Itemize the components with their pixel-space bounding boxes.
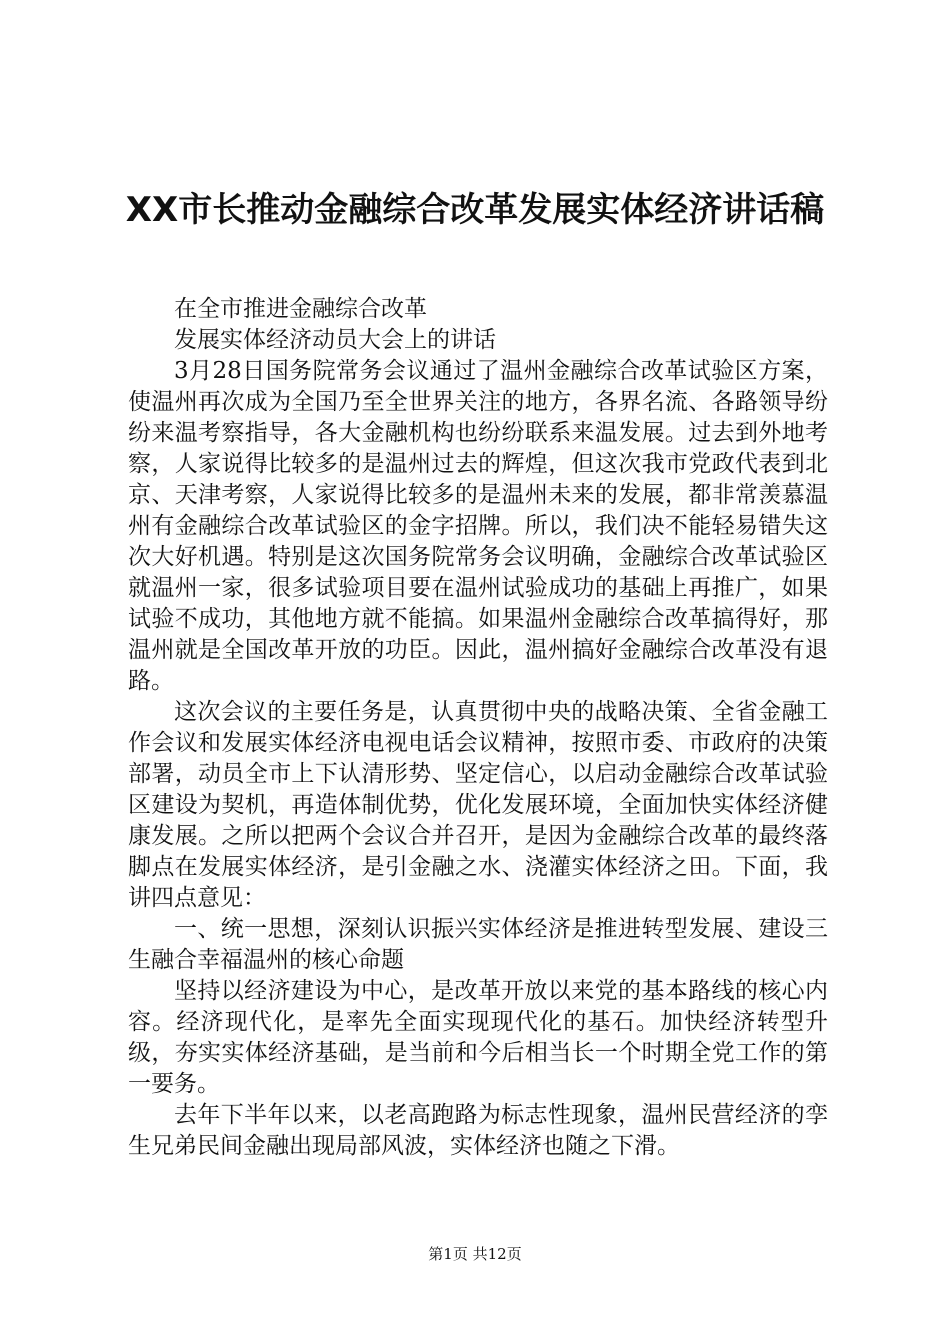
body-paragraph: 3月28日国务院常务会议通过了温州金融综合改革试验区方案，使温州再次成为全国乃至全世界关注的地方，各界名流、各路领导纷纷来温考察指导，各大金融机构也纷纷联系来温发展。过去到外地考察，人家说得比较多的是温州过去的辉煌，但这次我市党政代表到北京、天津考察，人家说得比较多的是温州未来的发展，都非常羡慕温州有金融综合改革试验区的金字招牌。所以，我们决不能轻易错失这次大好机遇。特别是这次国务院常务会议明确，金融综合改革试验区就温州一家，很多试验项目要在温州试验成功的基础上再推广，如果试验不成功，其他地方就不能搞。如果温州金融综合改革搞得好，那温州就是全国改革开放的功臣。因此，温州搞好金融综合改革没有退路。 (128, 358, 828, 694)
subtitle-line-2: 发展实体经济动员大会上的讲话 (174, 327, 496, 353)
document-body (128, 294, 828, 1162)
section-heading: 一、统一思想，深刻认识振兴实体经济是推进转型发展、建设三生融合幸福温州的核心命题 (128, 916, 828, 973)
body-paragraph: 这次会议的主要任务是，认真贯彻中央的战略决策、全省金融工作会议和发展实体经济电视电话会议精神，按照市委、市政府的决策部署，动员全市上下认清形势、坚定信心，以启动金融综合改革试验区建设为契机，再造体制优势，优化发展环境，全面加快实体经济健康发展。之所以把两个会议合并召开，是因为金融综合改革的最终落脚点在发展实体经济，是引金融之水、浇灌实体经济之田。下面，我讲四点意见： (128, 699, 828, 911)
page-footer: 第1页 共12页 (428, 1245, 522, 1263)
body-paragraph: 去年下半年以来，以老高跑路为标志性现象，温州民营经济的孪生兄弟民间金融出现局部风波，实体经济也随之下滑。 (128, 1102, 828, 1159)
document-title: XX市长推动金融综合改革发展实体经济讲话稿 (125, 190, 825, 230)
subtitle-line-1: 在全市推进金融综合改革 (174, 296, 427, 322)
body-paragraph: 坚持以经济建设为中心，是改革开放以来党的基本路线的核心内容。经济现代化，是率先全面实现现代化的基石。加快经济转型升级，夯实实体经济基础，是当前和今后相当长一个时期全党工作的第一要务。 (128, 978, 828, 1097)
